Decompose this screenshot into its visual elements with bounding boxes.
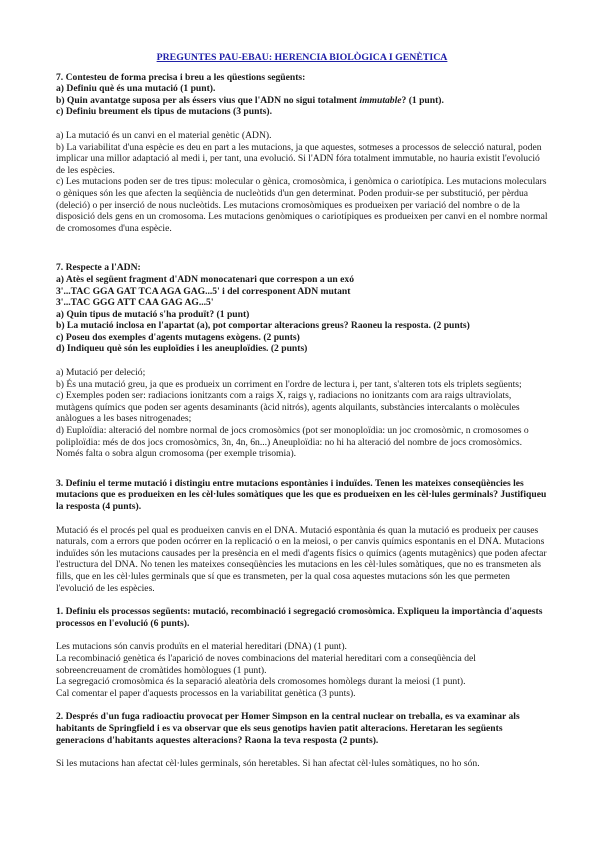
q7a-answer-a: a) La mutació és un canvi en el material genètic (ADN).: [56, 129, 272, 141]
q7a-item-b-text: b) Quin avantatge suposa per als éssers vius que l'ADN no sigui totalment: [56, 94, 360, 106]
q1-line-4: Cal comentar el paper d'aquests processos en la variabilitat genètica (3 punts).: [56, 687, 356, 699]
q7a-header: 7. Contesteu de forma precisa i breu a les qüestions següents:: [56, 71, 306, 83]
q7a-item-b-italic: immutable: [359, 94, 402, 106]
q2-answer: Si les mutacions han afectat cèl·lules germinals, són heretables. Si han afectat cèl·lules somàtiques, no ho són.: [56, 758, 480, 770]
q7a-answer-c: c) Les mutacions poden ser de tres tipus: molecular o gènica, cromosòmica, i genòmica o cariotípica. Les mutacions moleculars o gèniques són les que afecten la seqüència de nucleòtids d'un gen determinat. Poden produir-se per substitució, per pèrdua (deleció) o per inserció de nous nucleòtids. Les mutacions cromosòmiques es produeixen per variació del nombre o de la disposició dels gens en un cromosoma. Les mutacions genòmiques o cariotípiques es produeixen per canvi en el nombre normal de cromosomes d'una espècie.: [56, 176, 548, 234]
q1-header: 1. Definiu els processos següents: mutació, recombinació i segregació cromosòmica. Expliqueu la importància d'aquests processos en l'evolució (6 punts).: [56, 606, 543, 629]
q7b-header: 7. Respecte a l'ADN:: [56, 262, 141, 274]
q7b-answer-b: b) És una mutació greu, ja que es produeix un corriment en l'ordre de lectura i, per tant, s'alteren tots els triplets següents;: [56, 378, 522, 390]
q2-header: 2. Després d'un fuga radioactiu provocat per Homer Simpson en la central nuclear on treballa, es va examinar als habitants de Springfield i es va observar que els seus genotips havien patit alteracions. Heretaran les següents generacions d'habitants aquestes alteracions? Raona la teva resposta (2 punts).: [56, 711, 520, 746]
q7b-line-7: d) Indiqueu què són les euploïdies i les aneuploïdies. (2 punts): [56, 343, 308, 355]
q7a-answer-b: b) La variabilitat d'una espècie es deu en part a les mutacions, ja que aquestes, sotmeses a processos de selecció natural, poden implicar una millor adaptació al medi i, per tant, una evolució. Si l'ADN fóra totalment immutable, no hauria existit l'evolució de les espècies.: [56, 141, 542, 176]
q1-line-3: La segregació cromosòmica és la separació aleatòria dels cromosomes homòlegs durant la meiosi (1 punt).: [56, 676, 466, 688]
q3-answer: Mutació és el procés pel qual es produeixen canvis en el DNA. Mutació espontània és quan la mutació es produeix per causes naturals, com a errors que poden ocórrer en la replicació o en la meiosi, o per canvis químics espontanis en el DNA. Mutacions induïdes són les mutacions causades per la presència en el medi d'agents físics o químics (agents mutagènics) que poden afectar l'estructura del DNA. No tenen les mateixes conseqüències les mutacions en les cèl·lules somàtiques, que no es transmeten als fills, que en les cèl·lules germinals que sí que es transmeten, per la qual cosa aquestes mutacions són les que permeten l'evolució de les espècies.: [56, 524, 547, 594]
document-page: [56, 52, 548, 770]
page-title: PREGUNTES PAU-EBAU: HERENCIA BIOLÒGICA I GENÈTICA: [156, 52, 448, 63]
q7a-item-a: a) Definiu què és una mutació (1 punt).: [56, 83, 216, 95]
q7b-line-4: a) Quin tipus de mutació s'ha produït? (1 punt): [56, 308, 250, 320]
q7b-line-1: a) Atès el següent fragment d'ADN monocatenari que correspon a un exó: [56, 273, 355, 285]
q7b-line-6: c) Poseu dos exemples d'agents mutagens exògens. (2 punts): [56, 331, 300, 343]
q7b-line-3: 3'...TAC GGG ATT CAA GAG AG...5': [56, 297, 214, 309]
q7b-line-5: b) La mutació inclosa en l'apartat (a), pot comportar alteracions greus? Raoneu la resposta. (2 punts): [56, 320, 470, 332]
q7b-answer-c: c) Exemples poden ser: radiacions ionitzants com a raigs X, raigs γ, radiacions no ionitzants com ara raigs ultraviolats, mutàgens químics que poden ser agents desaminants (àcid nitrós), agents alquilants, substàncies intercalants o molècules anàlogues a les bases nitrogenades;: [56, 390, 520, 425]
q7b-answer-a: a) Mutació per deleció;: [56, 367, 146, 379]
q7b-answer-d: d) Euploïdia: alteració del nombre normal de jocs cromosòmics (pot ser monoploïdia: un joc cromosòmic, n cromosomes o poliploïdia: més de dos jocs cromosòmics, 3n, 4n, 6n...) Aneuploïdia: no hi ha alteració del nombre de jocs cromosòmics. Només falta o sobra algun cromosoma (per exemple trisomia).: [56, 425, 529, 460]
q1-line-2: La recombinació genètica és l'aparició de noves combinacions del material hereditari com a conseqüència del sobreencreuament de cromàtides homòlogues (1 punt).: [56, 652, 476, 676]
q7a-item-b: [56, 95, 548, 107]
q1-line-1: Les mutacions són canvis produïts en el material hereditari (DNA) (1 punt).: [56, 641, 347, 653]
q7b-line-2: 3'...TAC GGA GAT TCA AGA GAG...5' i del corresponent ADN mutant: [56, 285, 351, 297]
q3-header: 3. Definiu el terme mutació i distingiu entre mutacions espontànies i induïdes. Tenen les mateixes conseqüències les mutacions que es produeixen en les cèl·lules somàtiques que les que es produeixen en les cèl·lules germinals? Justifiqueu la resposta (4 punts).: [56, 477, 547, 512]
q7a-item-b-end: ? (1 punt).: [401, 94, 444, 106]
q7a-item-c: c) Definiu breument els tipus de mutacions (3 punts).: [56, 106, 272, 118]
